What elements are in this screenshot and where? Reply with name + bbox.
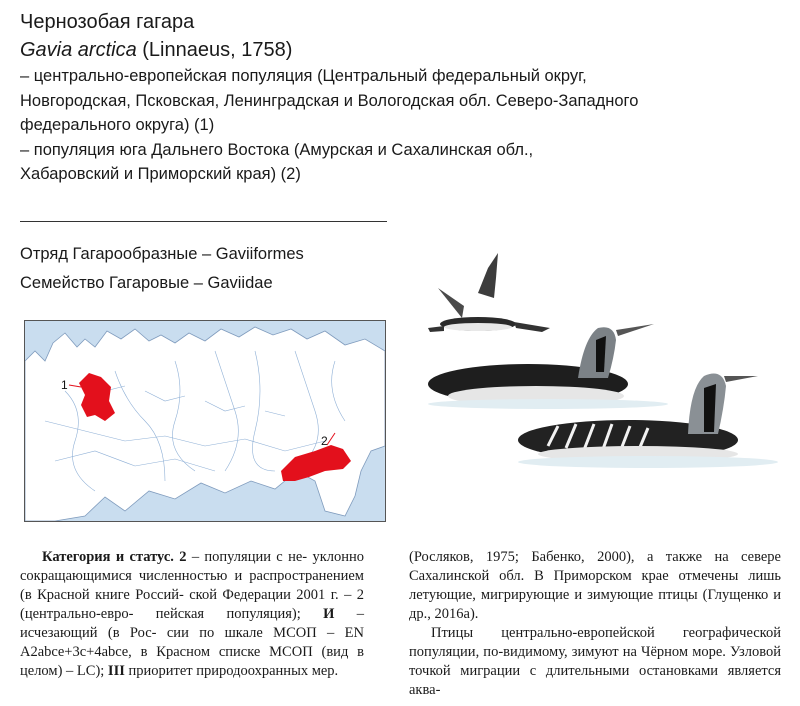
distribution-paragraph-continued: (Росляков, 1975; Бабенко, 2000), а также на севере Сахалинской обл. В Приморском крае отмечены лишь летующие, мигрирующие и зимующие птицы (Глущенко и др., 2016а). bbox=[409, 549, 781, 622]
text-run: приоритет природоохранных мер. bbox=[124, 663, 339, 679]
map-label-2: 2 bbox=[321, 434, 328, 448]
loon-illustration bbox=[418, 248, 780, 480]
status-III: III bbox=[107, 663, 125, 679]
body-column-right bbox=[409, 548, 781, 700]
species-header bbox=[20, 8, 660, 187]
text-run: – исчезающий (в Рос- bbox=[20, 606, 365, 641]
species-latin-name bbox=[20, 36, 660, 64]
text-run: сии по шкале МСОП – EN A2abce+3c+4abce, bbox=[20, 625, 365, 660]
text-run: – популяции с не- bbox=[186, 549, 308, 565]
latin-binomial: Gavia arctica bbox=[20, 39, 137, 61]
latin-author: (Linnaeus, 1758) bbox=[136, 39, 293, 61]
population-line: – центрально-европейская популяция (Центральный федеральный округ, bbox=[20, 67, 587, 85]
status-I: И bbox=[323, 606, 335, 622]
taxonomy-family: Семейство Гагаровые – Gaviidae bbox=[20, 274, 273, 292]
population-line: – популяция юга Дальнего Востока (Амурская и Сахалинская обл., bbox=[20, 140, 534, 159]
range-map bbox=[24, 320, 386, 522]
taxonomy-order: Отряд Гагарообразные – Gaviiformes bbox=[20, 245, 304, 263]
population-line: федерального округа) (1) bbox=[20, 116, 215, 134]
category-heading: Категория и статус. 2 bbox=[42, 549, 187, 565]
map-label-1: 1 bbox=[61, 378, 68, 392]
body-column-left bbox=[20, 548, 364, 681]
text-run: пейская популяция); bbox=[155, 606, 324, 622]
population-line: Хабаровский и Приморский края) (2) bbox=[20, 165, 301, 183]
text-run: распространением (в Красной книге Россий- bbox=[20, 568, 364, 603]
swimming-loon-left-drawing bbox=[428, 324, 668, 409]
migration-paragraph: Птицы центрально-европейской географической популяции, по-видимому, зимуют на Чёрном море. Узловой точкой миграции с длительными остановками является аква- bbox=[409, 625, 781, 698]
text-run: ской Федерации 2001 г. – 2 (центрально-евро- bbox=[20, 587, 364, 622]
text-run: уклонно сокращающимися численностью и bbox=[20, 549, 365, 584]
species-title: Чернозобая гагара bbox=[20, 11, 195, 33]
section-divider bbox=[20, 221, 387, 222]
population-line: Новгородская, Псковская, Ленинградская и Вологодская обл. Северо-Западного bbox=[20, 91, 639, 110]
flying-loon-drawing bbox=[428, 253, 550, 332]
taxonomy-block bbox=[20, 240, 304, 298]
category-status-paragraph bbox=[20, 548, 364, 681]
text-run: в Красном списке МСОП (вид в целом) – LC); bbox=[20, 644, 365, 679]
